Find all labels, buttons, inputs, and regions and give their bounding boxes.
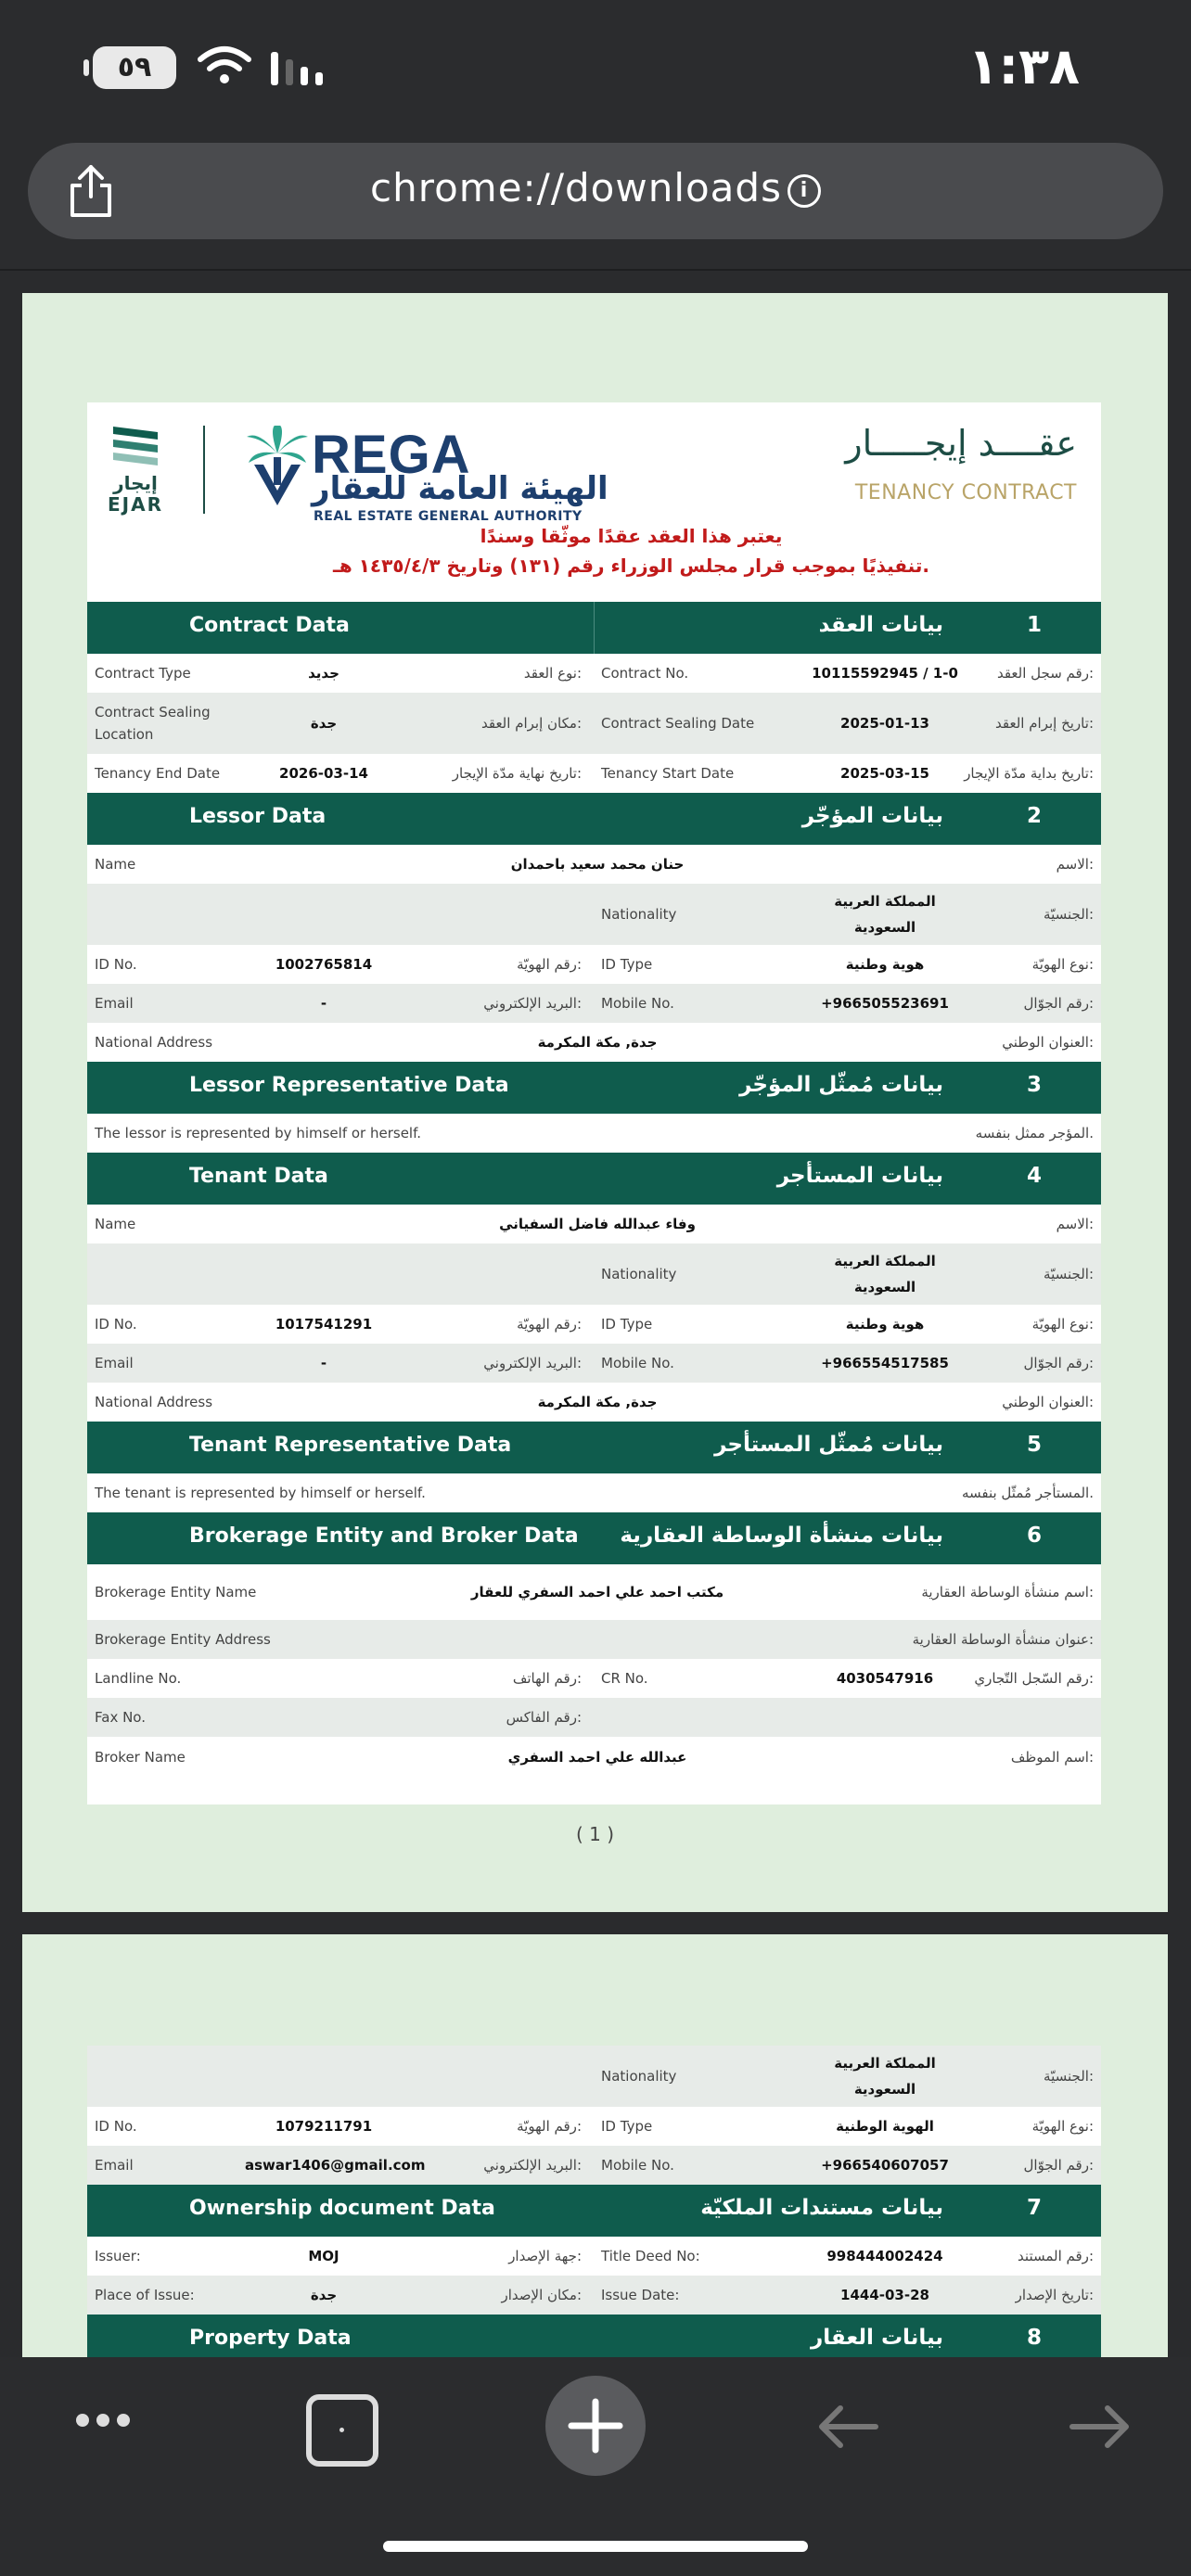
section-header-tenant — [87, 1153, 1101, 1205]
section-header-tenant-rep — [87, 1422, 1101, 1473]
table-row — [87, 1344, 1101, 1383]
field-label-ar: جهة الإصدار: — [508, 2248, 582, 2264]
ejar-english: EJAR — [108, 493, 163, 516]
field-label-en: Issuer: — [95, 2248, 141, 2264]
section-title-en: Tenant Data — [189, 1165, 328, 1188]
field-label-en: Nationality — [601, 2068, 677, 2085]
field-label-en: ID Type — [601, 956, 653, 973]
brokerage-cr-no: 4030547916 — [836, 1670, 934, 1687]
field-label-ar: نوع الهويّة: — [1031, 2118, 1094, 2135]
table-row — [87, 2046, 1101, 2107]
rega-arabic-name: الهيئة العامة للعقار — [312, 470, 608, 507]
contract-sheet — [87, 402, 1101, 1804]
field-label-ar: العنوان الوطني: — [1002, 1394, 1094, 1410]
table-row — [87, 1620, 1101, 1659]
section-number: 4 — [1026, 1164, 1042, 1188]
field-value: جدة — [310, 715, 338, 732]
signal-icon — [269, 46, 334, 87]
lessor-id-type: هوية وطنية — [845, 956, 925, 973]
section-header-property — [87, 2315, 1101, 2357]
brokerage-entity-name: مكتب احمد علي احمد السفري للعقار — [470, 1584, 724, 1600]
field-label-en: Contract Type — [95, 665, 191, 682]
field-label-ar: البريد الإلكتروني: — [483, 2157, 582, 2174]
forward-arrow-icon[interactable] — [1067, 2404, 1132, 2450]
table-row — [87, 1698, 1101, 1737]
page-number: ( 1 ) — [575, 1823, 615, 1845]
field-label-ar: الجنسيّة: — [1044, 906, 1094, 923]
clock: ١:٣٨ — [967, 37, 1080, 96]
field-label-ar: رقم الفاكس: — [506, 1709, 582, 1726]
field-label-en: ID No. — [95, 956, 137, 973]
field-label-en: ID No. — [95, 1316, 137, 1333]
lessor-name: حنان محمد سعيد باحمدان — [510, 856, 685, 873]
lessor-email: - — [320, 995, 327, 1012]
section-number: 3 — [1026, 1073, 1042, 1097]
tenant-rep-en: The tenant is represented by himself or herself. — [95, 1485, 426, 1501]
back-arrow-icon[interactable] — [816, 2404, 881, 2450]
field-value: 2025-03-15 — [840, 765, 929, 782]
field-label-en: Email — [95, 1355, 134, 1371]
lessor-rep-en: The lessor is represented by himself or herself. — [95, 1125, 422, 1141]
field-label-en: CR No. — [601, 1670, 648, 1687]
tenant-rep-ar: المستأجر مُمثّل بنفسه. — [961, 1485, 1094, 1501]
section-number: 8 — [1026, 2326, 1042, 2350]
tenant-nationality: المملكة العربية السعودية — [834, 1253, 936, 1295]
field-label-ar: رقم الهاتف: — [512, 1670, 582, 1687]
field-label-ar: رقم الهويّة: — [517, 1316, 582, 1333]
url-text[interactable] — [28, 165, 1163, 210]
tenant-email: - — [320, 1355, 327, 1371]
field-value: جديد — [308, 665, 339, 682]
field-label-en: Email — [95, 995, 134, 1012]
table-row — [87, 693, 1101, 754]
field-label-ar: رقم الجوّال: — [1023, 1355, 1094, 1371]
logo-divider — [203, 426, 205, 514]
field-label-en: Contract Sealing Date — [601, 715, 755, 732]
table-row — [87, 1737, 1101, 1778]
table-row — [87, 1023, 1101, 1062]
home-indicator[interactable] — [383, 2541, 808, 2552]
field-label-en: Contract Sealing Location — [95, 704, 211, 743]
ejar-logo — [108, 423, 163, 516]
field-label-en: Name — [95, 1216, 136, 1232]
field-label-en: Email — [95, 2157, 134, 2174]
pdf-page-2 — [22, 1934, 1168, 2357]
tenant-id-type: هوية وطنية — [845, 1316, 925, 1333]
rega-wordmark: REGA — [312, 425, 471, 485]
section-header-ownership — [87, 2185, 1101, 2237]
url-value: chrome://downloads — [370, 165, 782, 210]
field-label-en: Mobile No. — [601, 995, 674, 1012]
table-row — [87, 1205, 1101, 1243]
table-row — [87, 1243, 1101, 1305]
field-value: 2025-01-13 — [840, 715, 929, 732]
field-label-en: Nationality — [601, 1266, 677, 1282]
table-row — [87, 884, 1101, 945]
ejar-logo-icon — [109, 423, 161, 469]
section-title-en: Ownership document Data — [189, 2197, 495, 2220]
section-title-ar: بيانات مُمثّل المستأجر — [714, 1433, 943, 1457]
table-row — [87, 1383, 1101, 1422]
section-title-en: Lessor Data — [189, 805, 327, 828]
section-title-en: Contract Data — [189, 614, 350, 637]
field-label-en: Place of Issue: — [95, 2287, 195, 2303]
info-icon[interactable]: i — [788, 174, 821, 208]
rega-english-name: REAL ESTATE GENERAL AUTHORITY — [314, 509, 583, 524]
section-title-ar: بيانات العقد — [818, 613, 943, 637]
field-value: 10115592945 / 1-0 — [812, 665, 958, 682]
table-row — [87, 1473, 1101, 1512]
field-label-en: Fax No. — [95, 1709, 146, 1726]
field-label-ar: نوع الهويّة: — [1031, 1316, 1094, 1333]
section-number: 2 — [1026, 804, 1042, 828]
issue-date: 1444-03-28 — [840, 2287, 929, 2303]
section-header-lessor — [87, 793, 1101, 845]
section-title-en: Tenant Representative Data — [189, 1434, 512, 1457]
ownership-issuer: MOJ — [308, 2248, 339, 2264]
tab-switcher-icon[interactable] — [306, 2394, 378, 2467]
field-label-ar: الاسم: — [1056, 1216, 1094, 1232]
tenant-name: وفاء عبدالله فاضل السفياني — [499, 1216, 696, 1232]
section-number: 6 — [1026, 1524, 1042, 1548]
tenant-mobile: +966554517585 — [821, 1355, 949, 1371]
status-bar — [0, 0, 1191, 139]
field-label-ar: مكان الإصدار: — [501, 2287, 582, 2303]
party-id-no: 1079211791 — [275, 2118, 373, 2135]
field-label-ar: رقم الهويّة: — [517, 2118, 582, 2135]
field-label-en: Mobile No. — [601, 1355, 674, 1371]
lessor-nationality: المملكة العربية السعودية — [834, 893, 936, 936]
field-label-en: Title Deed No: — [601, 2248, 700, 2264]
table-row — [87, 1114, 1101, 1153]
lessor-rep-ar: المؤجر ممثل بنفسه. — [975, 1125, 1094, 1141]
table-row — [87, 984, 1101, 1023]
legal-notice-line-2: تنفيذيًا بموجب قرار مجلس الوزراء رقم (١٣١) وتاريخ ١٤٣٥/٤/٣ هـ. — [333, 555, 929, 577]
section-title-ar: بيانات العقار — [811, 2326, 943, 2350]
pdf-viewer[interactable] — [0, 271, 1191, 2357]
field-label-en: ID No. — [95, 2118, 137, 2135]
field-label-ar: تاريخ الإصدار: — [1015, 2287, 1094, 2303]
field-label-en: Contract No. — [601, 665, 689, 682]
rega-palm-icon — [245, 426, 310, 509]
ejar-arabic: إيجار — [113, 472, 158, 494]
field-label-en: Tenancy End Date — [95, 765, 221, 782]
table-row — [87, 1305, 1101, 1344]
new-tab-button[interactable] — [545, 2376, 646, 2476]
table-row — [87, 945, 1101, 984]
field-label-en: Brokerage Entity Name — [95, 1584, 257, 1600]
field-value: 2026-03-14 — [279, 765, 368, 782]
field-label-en: Mobile No. — [601, 2157, 674, 2174]
field-label-ar: البريد الإلكتروني: — [483, 1355, 582, 1371]
table-row — [87, 2237, 1101, 2276]
place-of-issue: جدة — [310, 2287, 338, 2303]
section-title-ar: بيانات مُمثّل المؤجّر — [739, 1073, 943, 1097]
field-label-ar: العنوان الوطني: — [1002, 1034, 1094, 1051]
section-title-ar: بيانات المؤجّر — [801, 804, 943, 828]
field-label-en: Broker Name — [95, 1749, 186, 1766]
section-title-ar: بيانات منشأة الوساطة العقارية — [620, 1524, 943, 1548]
field-label-en: Issue Date: — [601, 2287, 680, 2303]
field-label-en: National Address — [95, 1394, 213, 1410]
table-row — [87, 845, 1101, 884]
title-deed-no: 998444002424 — [826, 2248, 943, 2264]
field-label-ar: رقم الجوّال: — [1023, 2157, 1094, 2174]
section-title-en: Lessor Representative Data — [189, 1074, 509, 1097]
section-title-ar: بيانات مستندات الملكيّة — [700, 2196, 943, 2220]
section-title-ar: بيانات المستأجر — [776, 1164, 943, 1188]
party-mobile: +966540607057 — [821, 2157, 949, 2174]
field-label-ar: مكان إبرام العقد: — [480, 715, 582, 732]
field-label-ar: الاسم: — [1056, 856, 1094, 873]
section-number: 5 — [1026, 1433, 1042, 1457]
tenant-id-no: 1017541291 — [275, 1316, 373, 1333]
contract-sheet-2 — [87, 2046, 1101, 2357]
lessor-id-no: 1002765814 — [275, 956, 373, 973]
field-label-en: ID Type — [601, 2118, 653, 2135]
plus-icon — [545, 2376, 646, 2476]
more-options-icon[interactable] — [76, 2413, 141, 2431]
field-label-ar: نوع العقد: — [523, 665, 582, 682]
tenant-address: جدة, مكة المكرمة — [537, 1394, 658, 1410]
field-label-ar: تاريخ نهاية مدّة الإيجار: — [452, 765, 582, 782]
wifi-icon — [197, 45, 252, 85]
field-label-ar: نوع الهويّة: — [1031, 956, 1094, 973]
lessor-mobile: +966505523691 — [821, 995, 949, 1012]
field-label-en: Tenancy Start Date — [601, 765, 735, 782]
table-row — [87, 1564, 1101, 1620]
party-nationality: المملكة العربية السعودية — [834, 2055, 936, 2098]
field-label-en: Landline No. — [95, 1670, 182, 1687]
section-separator — [594, 602, 595, 654]
table-row — [87, 654, 1101, 693]
field-label-en: Brokerage Entity Address — [95, 1631, 271, 1648]
table-row — [87, 1659, 1101, 1698]
field-label-en: Name — [95, 856, 136, 873]
broker-name: عبدالله علي احمد السفري — [507, 1749, 687, 1766]
section-header-lessor-rep — [87, 1062, 1101, 1114]
field-label-ar: الجنسيّة: — [1044, 2068, 1094, 2085]
section-header-brokerage — [87, 1512, 1101, 1564]
field-label-ar: رقم الهويّة: — [517, 956, 582, 973]
field-label-ar: رقم المستند: — [1018, 2248, 1094, 2264]
document-header — [87, 402, 1101, 602]
field-label-ar: اسم منشأة الوساطة العقارية: — [921, 1584, 1094, 1600]
section-number: 1 — [1026, 613, 1042, 637]
field-label-ar: الجنسيّة: — [1044, 1266, 1094, 1282]
section-header-contract — [87, 602, 1101, 654]
lessor-address: جدة, مكة المكرمة — [537, 1034, 658, 1051]
field-label-ar: البريد الإلكتروني: — [483, 995, 582, 1012]
field-label-ar: اسم الموظف: — [1010, 1749, 1094, 1766]
table-row — [87, 2276, 1101, 2315]
section-number: 7 — [1026, 2196, 1042, 2220]
pdf-page-1 — [22, 293, 1168, 1912]
bottom-toolbar — [0, 2357, 1191, 2576]
battery-indicator: ٥٩ — [93, 46, 176, 89]
legal-notice-line-1: يعتبر هذا العقد عقدًا موثّقا وسندًا — [480, 525, 783, 547]
field-label-ar: رقم السّجل التّجاري: — [974, 1670, 1094, 1687]
field-label-en: National Address — [95, 1034, 213, 1051]
section-title-en: Brokerage Entity and Broker Data — [189, 1524, 579, 1548]
field-label-ar: تاريخ بداية مدّة الإيجار: — [964, 765, 1094, 782]
field-label-ar: رقم الجوّال: — [1023, 995, 1094, 1012]
party-email: aswar1406@gmail.com — [245, 2157, 426, 2174]
field-label-en: Nationality — [601, 906, 677, 923]
field-label-ar: عنوان منشأة الوساطة العقارية: — [912, 1631, 1094, 1648]
section-title-en: Property Data — [189, 2327, 352, 2350]
document-title-english: TENANCY CONTRACT — [854, 481, 1077, 504]
field-label-ar: تاريخ إبرام العقد: — [995, 715, 1094, 732]
table-row — [87, 754, 1101, 793]
document-title-arabic: عقــــد إيجـــــار — [845, 423, 1077, 464]
party-id-type: الهوية الوطنية — [836, 2118, 934, 2135]
address-bar[interactable] — [28, 143, 1163, 239]
field-label-ar: رقم سجل العقد: — [996, 665, 1094, 682]
table-row — [87, 2146, 1101, 2185]
field-label-en: ID Type — [601, 1316, 653, 1333]
table-row — [87, 2107, 1101, 2146]
